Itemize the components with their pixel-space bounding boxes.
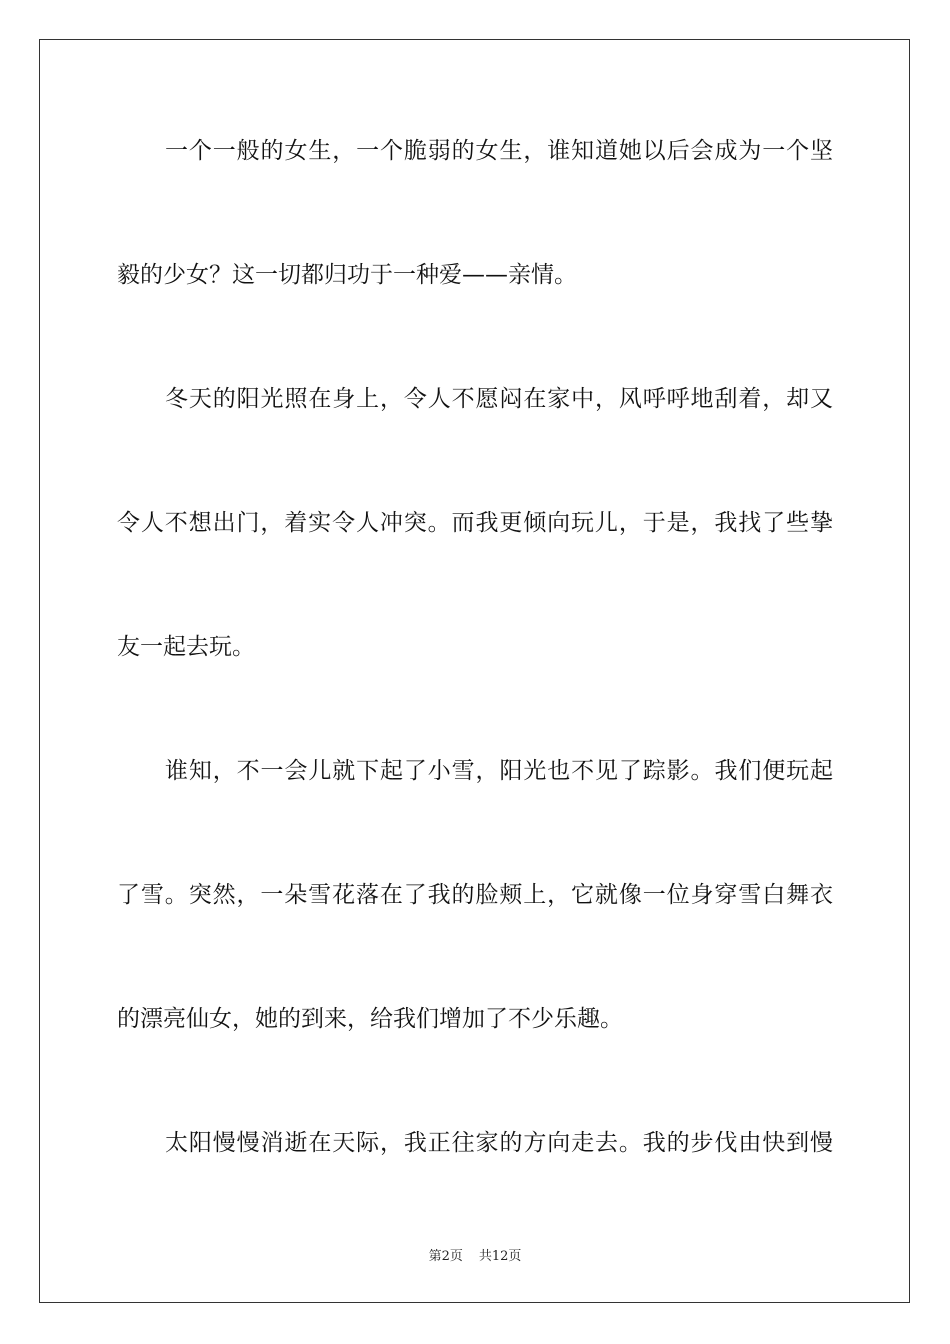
paragraph-2-line-2: 令人不想出门，着实令人冲突。而我更倾向玩儿，于是，我找了些挚 [117,510,833,536]
page-number: 第2页 [428,1249,463,1264]
paragraph-1-line-1: 一个一般的女生，一个脆弱的女生，谁知道她以后会成为一个坚 [165,138,833,164]
document-body [117,125,833,1241]
page-total: 共12页 [478,1249,522,1264]
paragraph-2-line-1: 冬天的阳光照在身上，令人不愿闷在家中，风呼呼地刮着，却又 [165,386,833,412]
paragraph-3-line-3: 的漂亮仙女，她的到来，给我们增加了不少乐趣。 [117,1006,623,1032]
page-footer [0,1245,950,1264]
paragraph-2-line-3: 友一起去玩。 [117,634,255,660]
paragraph-1-line-2: 毅的少女？这一切都归功于一种爱——亲情。 [117,262,577,288]
paragraph-4-line-1: 太阳慢慢消逝在天际，我正往家的方向走去。我的步伐由快到慢 [165,1130,833,1156]
paragraph-3-line-1: 谁知，不一会儿就下起了小雪，阳光也不见了踪影。我们便玩起 [165,758,833,784]
paragraph-3-line-2: 了雪。突然，一朵雪花落在了我的脸颊上，它就像一位身穿雪白舞衣 [117,882,833,908]
